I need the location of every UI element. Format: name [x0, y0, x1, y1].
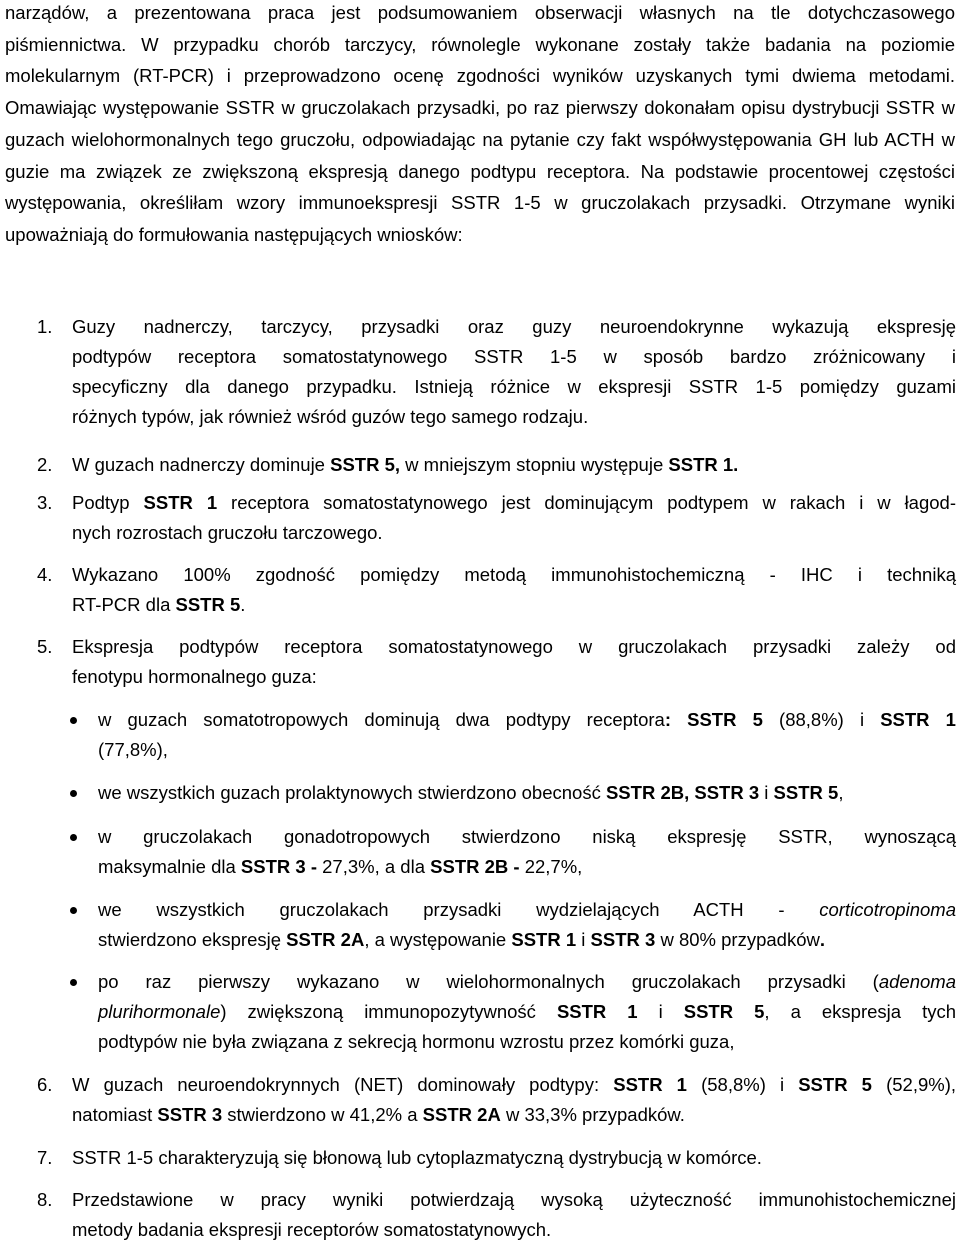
item-text	[72, 1185, 956, 1245]
italic-text: plurihormonale	[98, 1001, 221, 1022]
bold-text: SSTR 2A	[422, 1104, 501, 1125]
item-text	[72, 1070, 956, 1130]
item-text	[72, 560, 956, 620]
text-line	[72, 372, 956, 402]
text-run: fenotypu hormonalnego guza:	[72, 666, 317, 687]
text-run: i	[637, 1001, 684, 1022]
text-run: podtypów nie była związana z sekrecją hormonu wzrostu przez komórki guza,	[98, 1031, 735, 1052]
text-run: stwierdzono ekspresję	[98, 929, 287, 950]
bold-text: SSTR 5	[798, 1074, 872, 1095]
text-run: i	[759, 782, 774, 803]
text-line	[72, 402, 956, 432]
bullet-dot-icon	[70, 717, 77, 724]
intro-paragraph	[5, 0, 955, 251]
text-run: w 33,3% przypadków.	[500, 1104, 685, 1125]
text-run: W guzach nadnerczy dominuje	[72, 454, 331, 475]
item-number: 5.	[37, 636, 53, 657]
text-run: Guzy nadnerczy, tarczycy, przysadki oraz guzy neuroendokrynne wykazują ekspresję	[72, 316, 956, 337]
bold-text: SSTR 5	[683, 1001, 765, 1022]
bold-text: SSTR 3	[590, 929, 656, 950]
item-number: 2.	[37, 454, 53, 475]
bullet-text	[98, 822, 956, 882]
text-run: w gruczolakach gonadotropowych stwierdzono niską ekspresję SSTR, wynoszącą	[98, 826, 956, 847]
bullet-text	[98, 895, 956, 955]
text-line	[98, 1027, 956, 1057]
item-text	[72, 632, 956, 692]
bold-text: SSTR 3 -	[240, 856, 317, 877]
intro-line: narządów, a prezentowana praca jest podsumowaniem obserwacji własnych na tle dotychczasowego	[5, 2, 955, 23]
text-line	[72, 518, 956, 548]
text-line	[98, 822, 956, 852]
text-run: w mniejszym stopniu występuje	[400, 454, 669, 475]
bullet-text	[98, 705, 956, 765]
bullet-dot-icon	[70, 834, 77, 841]
text-run: (88,8%) i	[762, 709, 881, 730]
item-text	[72, 1143, 956, 1173]
bold-text: SSTR 2B -	[430, 856, 520, 877]
bold-text: SSTR 1	[556, 1001, 638, 1022]
text-run: stwierdzono w 41,2% a	[222, 1104, 423, 1125]
text-line	[72, 1070, 956, 1100]
text-run: .	[240, 594, 246, 615]
intro-line: dwiema metodami. Omawiając występowanie SSTR w gruczolakach przysadki, po raz pierwszy	[5, 65, 956, 119]
bold-text: SSTR 5	[773, 782, 839, 803]
text-run: (77,8%),	[98, 739, 168, 760]
bold-text: SSTR 1	[880, 709, 956, 730]
bullet-dot-icon	[70, 907, 77, 914]
text-run: Wykazano 100% zgodność pomiędzy metodą immunohistochemiczną - IHC i techniką	[72, 564, 956, 585]
bold-text: SSTR 5	[175, 594, 241, 615]
text-run: w 80% przypadków	[655, 929, 820, 950]
intro-line: pytanie czy fakt współwystępowania GH lub ACTH w guzie ma związek ze zwiększoną ekspresją	[5, 128, 956, 182]
text-run: metody badania ekspresji receptorów somatostatynowych.	[72, 1219, 552, 1240]
text-line	[98, 967, 956, 997]
text-run: 22,7%,	[519, 856, 583, 877]
text-run: specyficzny dla danego przypadku. Istnieją różnice w ekspresji SSTR 1-5 pomiędzy guzami	[72, 376, 956, 397]
text-run: SSTR 1-5 charakteryzują się błonową lub cytoplazmatyczną dystrybucją w komórce.	[72, 1147, 762, 1168]
text-run: w guzach somatotropowych dominują dwa podtypy receptora	[98, 709, 665, 730]
text-line	[72, 1143, 956, 1173]
bold-text: SSTR 1.	[668, 454, 739, 475]
intro-line: poziomie molekularnym (RT-PCR) i przeprowadzono ocenę zgodności wyników uzyskanych tymi	[5, 33, 955, 87]
bullet-text	[98, 778, 956, 808]
text-line	[72, 560, 956, 590]
text-line	[98, 925, 956, 955]
text-line	[72, 488, 956, 518]
text-line	[72, 342, 956, 372]
item-number: 4.	[37, 564, 53, 585]
bold-text: SSTR 5,	[330, 454, 401, 475]
text-line	[72, 632, 956, 662]
item-text	[72, 450, 956, 480]
intro-line: danego podtypu receptora. Na podstawie procentowej częstości występowania, określiłam wzory	[5, 160, 956, 214]
item-number: 6.	[37, 1074, 53, 1095]
item-number: 8.	[37, 1189, 53, 1210]
text-line	[98, 705, 956, 735]
text-line	[72, 1100, 956, 1130]
text-line	[98, 997, 956, 1027]
bold-text: SSTR 3	[157, 1104, 223, 1125]
text-line	[72, 312, 956, 342]
text-run: , a ekspresja tych	[764, 1001, 956, 1022]
italic-text: corticotropinoma	[819, 899, 956, 920]
item-number: 1.	[37, 316, 53, 337]
item-number: 3.	[37, 492, 53, 513]
bullet-dot-icon	[70, 790, 77, 797]
item-text	[72, 312, 956, 432]
bold-text: SSTR 1	[511, 929, 577, 950]
text-run: (52,9%),	[871, 1074, 956, 1095]
text-line	[72, 590, 956, 620]
text-run: ) zwiększoną immunopozytywność	[220, 1001, 557, 1022]
text-line	[72, 1185, 956, 1215]
bullet-dot-icon	[70, 979, 77, 986]
text-run: , a występowanie	[364, 929, 512, 950]
text-run: podtypów receptora somatostatynowego SSTR 1-5 w sposób bardzo zróżnicowany i	[72, 346, 956, 367]
intro-line: dokonałam opisu dystrybucji SSTR w guzach wielohormonalnych tego gruczołu, odpowiadając na	[5, 97, 955, 150]
text-line	[98, 895, 956, 925]
text-run: natomiast	[72, 1104, 158, 1125]
item-text	[72, 488, 956, 548]
text-line	[72, 450, 956, 480]
text-run: maksymalnie dla	[98, 856, 241, 877]
text-run: i	[576, 929, 591, 950]
bold-text: .	[819, 929, 825, 950]
text-line	[72, 1215, 956, 1245]
text-run: we wszystkich guzach prolaktynowych stwierdzono obecność	[98, 782, 606, 803]
text-line	[72, 662, 956, 692]
text-run: nych rozrostach gruczołu tarczowego.	[72, 522, 383, 543]
bold-text: : SSTR 5	[664, 709, 763, 730]
text-run: ,	[838, 782, 844, 803]
bold-text: SSTR 1	[613, 1074, 687, 1095]
bold-text: SSTR 1	[143, 492, 218, 513]
intro-line: formułowania następujących wniosków:	[138, 223, 463, 245]
text-run: Podtyp	[72, 492, 144, 513]
text-run: W guzach neuroendokrynnych (NET) dominowały podtypy:	[72, 1074, 614, 1095]
text-run: po raz pierwszy wykazano w wielohormonalnych gruczolakach przysadki (	[98, 971, 879, 992]
item-number: 7.	[37, 1147, 53, 1168]
text-line	[98, 852, 956, 882]
bold-text: SSTR 2B, SSTR 3	[605, 782, 760, 803]
bold-text: SSTR 2A	[286, 929, 365, 950]
text-run: Ekspresja podtypów receptora somatostatynowego w gruczolakach przysadki zależy od	[72, 636, 956, 657]
bullet-text	[98, 967, 956, 1057]
italic-text: adenoma	[878, 971, 956, 992]
text-run: 27,3%, a dla	[317, 856, 431, 877]
intro-line: immunoekspresji SSTR 1-5 w gruczolakach przysadki. Otrzymane wyniki upoważniają do	[5, 192, 956, 245]
text-run: RT-PCR dla	[72, 594, 176, 615]
text-run: receptora somatostatynowego jest dominującym podtypem w rakach i w łagod-	[217, 492, 956, 513]
text-run: różnych typów, jak również wśród guzów tego samego rodzaju.	[72, 406, 589, 427]
text-line	[98, 735, 956, 765]
text-run: we wszystkich gruczolakach przysadki wydzielających ACTH -	[98, 899, 820, 920]
intro-line: piśmiennictwa. W przypadku chorób tarczycy, równolegle wykonane zostały także badania na	[5, 33, 867, 55]
text-line	[98, 778, 956, 808]
text-run: (58,8%) i	[686, 1074, 799, 1095]
text-run: Przedstawione w pracy wyniki potwierdzają wysoką użyteczność immunohistochemicznej	[72, 1189, 956, 1210]
